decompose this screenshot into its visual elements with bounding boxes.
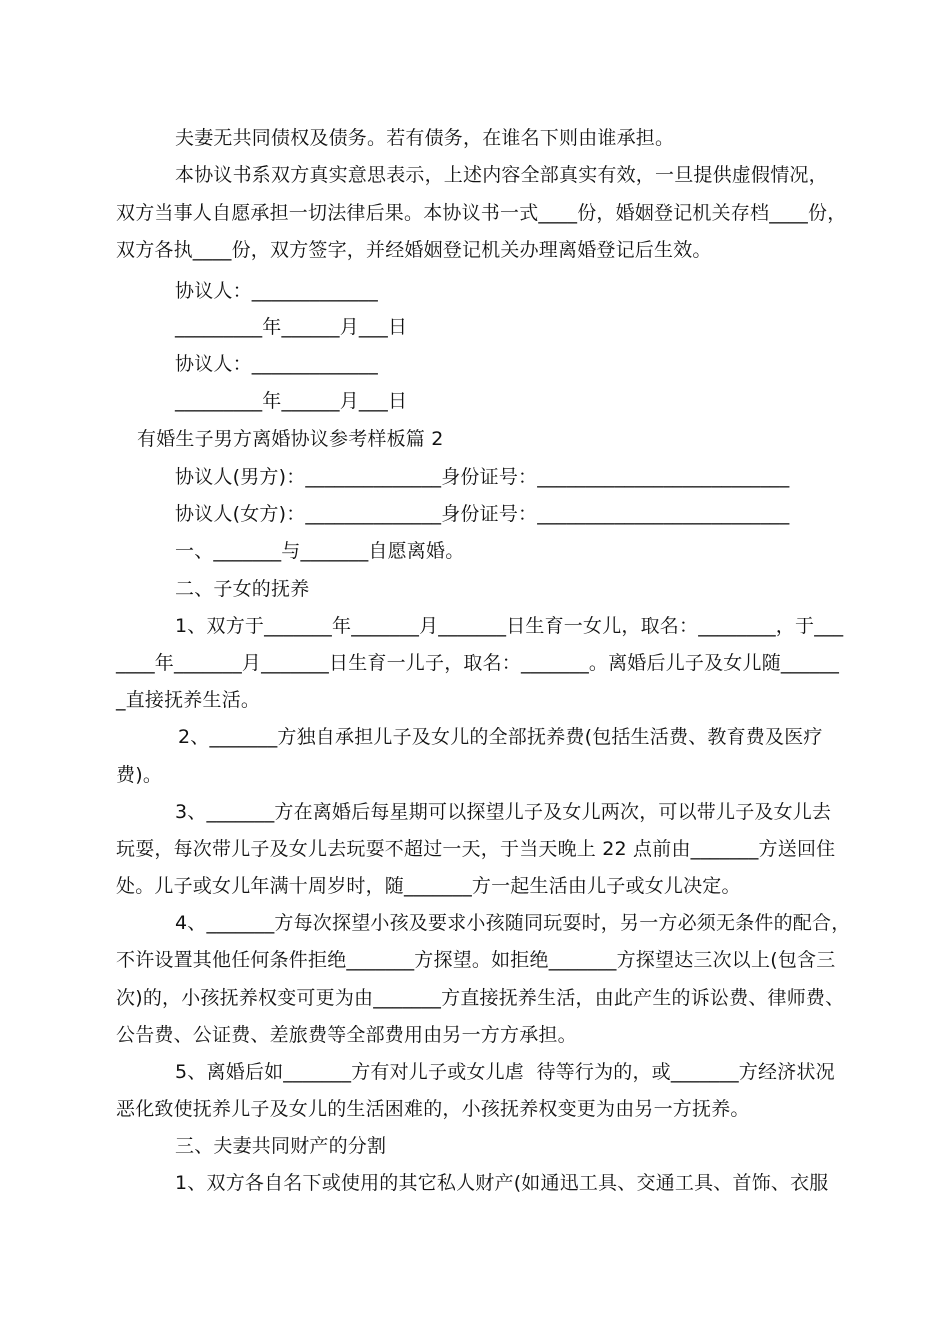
section-title: 有婚生子男方离婚协议参考样板篇 2 [137,428,444,450]
item-1-line1: 1、双方于_______年_______月_______日生育一女儿，取名：________，于___ [175,615,844,637]
date-line-1: _________年______月___日 [175,316,408,338]
paragraph-validity-line3: 双方各执____份，双方签字，并经婚姻登记机关办理离婚登记后生效。 [116,239,712,261]
item-3-line2: 玩耍，每次带儿子及女儿去玩耍不超过一天，于当天晚上 22 点前由_______方送回住 [116,838,836,860]
clause-three-heading: 三、夫妻共同财产的分割 [175,1135,387,1157]
item-4-line3: 次)的，小孩抚养权变可更为由_______方直接抚养生活，由此产生的诉讼费、律师费、 [116,987,845,1009]
paragraph-validity-line2: 双方当事人自愿承担一切法律后果。本协议书一式____份，婚姻登记机关存档____份， [116,202,847,224]
date-line-2: _________年______月___日 [175,390,408,412]
item-1-line2: ____年_______月_______日生育一儿子，取名：_______。离婚后儿子及女儿随______ [116,652,840,674]
paragraph-debt: 夫妻无共同债权及债务。若有债务，在谁名下则由谁承担。 [175,127,675,149]
clause-one: 一、_______与_______自愿离婚。 [175,540,465,562]
property-item-1: 1、双方各自名下或使用的其它私人财产(如通迅工具、交通工具、首饰、衣服 [175,1172,829,1194]
signature-line-1: 协议人：_____________ [175,280,378,302]
item-4-line2: 不许设置其他任何条件拒绝_______方探望。如拒绝_______方探望达三次以上(包含三 [116,949,836,971]
signature-line-2: 协议人：_____________ [175,353,378,375]
item-5-line2: 恶化致使抚养儿子及女儿的生活困难的，小孩抚养权变更为由另一方抚养。 [116,1098,750,1120]
item-3-line1: 3、_______方在离婚后每星期可以探望儿子及女儿两次，可以带儿子及女儿去 [175,801,832,823]
item-2-line1: 2、_______方独自承担儿子及女儿的全部抚养费(包括生活费、教育费及医疗 [178,726,823,748]
item-4-line4: 公告费、公证费、差旅费等全部费用由另一方方承担。 [116,1024,577,1046]
item-5-line1: 5、离婚后如_______方有对儿子或女儿虐 待等行为的，或_______方经济状况 [175,1061,835,1083]
party-female-line: 协议人(女方)：______________身份证号：__________________________ [175,503,790,525]
party-male-line: 协议人(男方)：______________身份证号：__________________________ [175,466,790,488]
item-3-line3: 处。儿子或女儿年满十周岁时，随_______方一起生活由儿子或女儿决定。 [116,875,741,897]
item-4-line1: 4、_______方每次探望小孩及要求小孩随同玩耍时，另一方必须无条件的配合， [175,912,851,934]
paragraph-validity-line1: 本协议书系双方真实意思表示，上述内容全部真实有效，一旦提供虚假情况， [175,164,828,186]
item-1-line3: _直接抚养生活。 [116,689,261,711]
item-2-line2: 费)。 [116,764,163,786]
clause-two-heading: 二、子女的抚养 [175,578,310,600]
